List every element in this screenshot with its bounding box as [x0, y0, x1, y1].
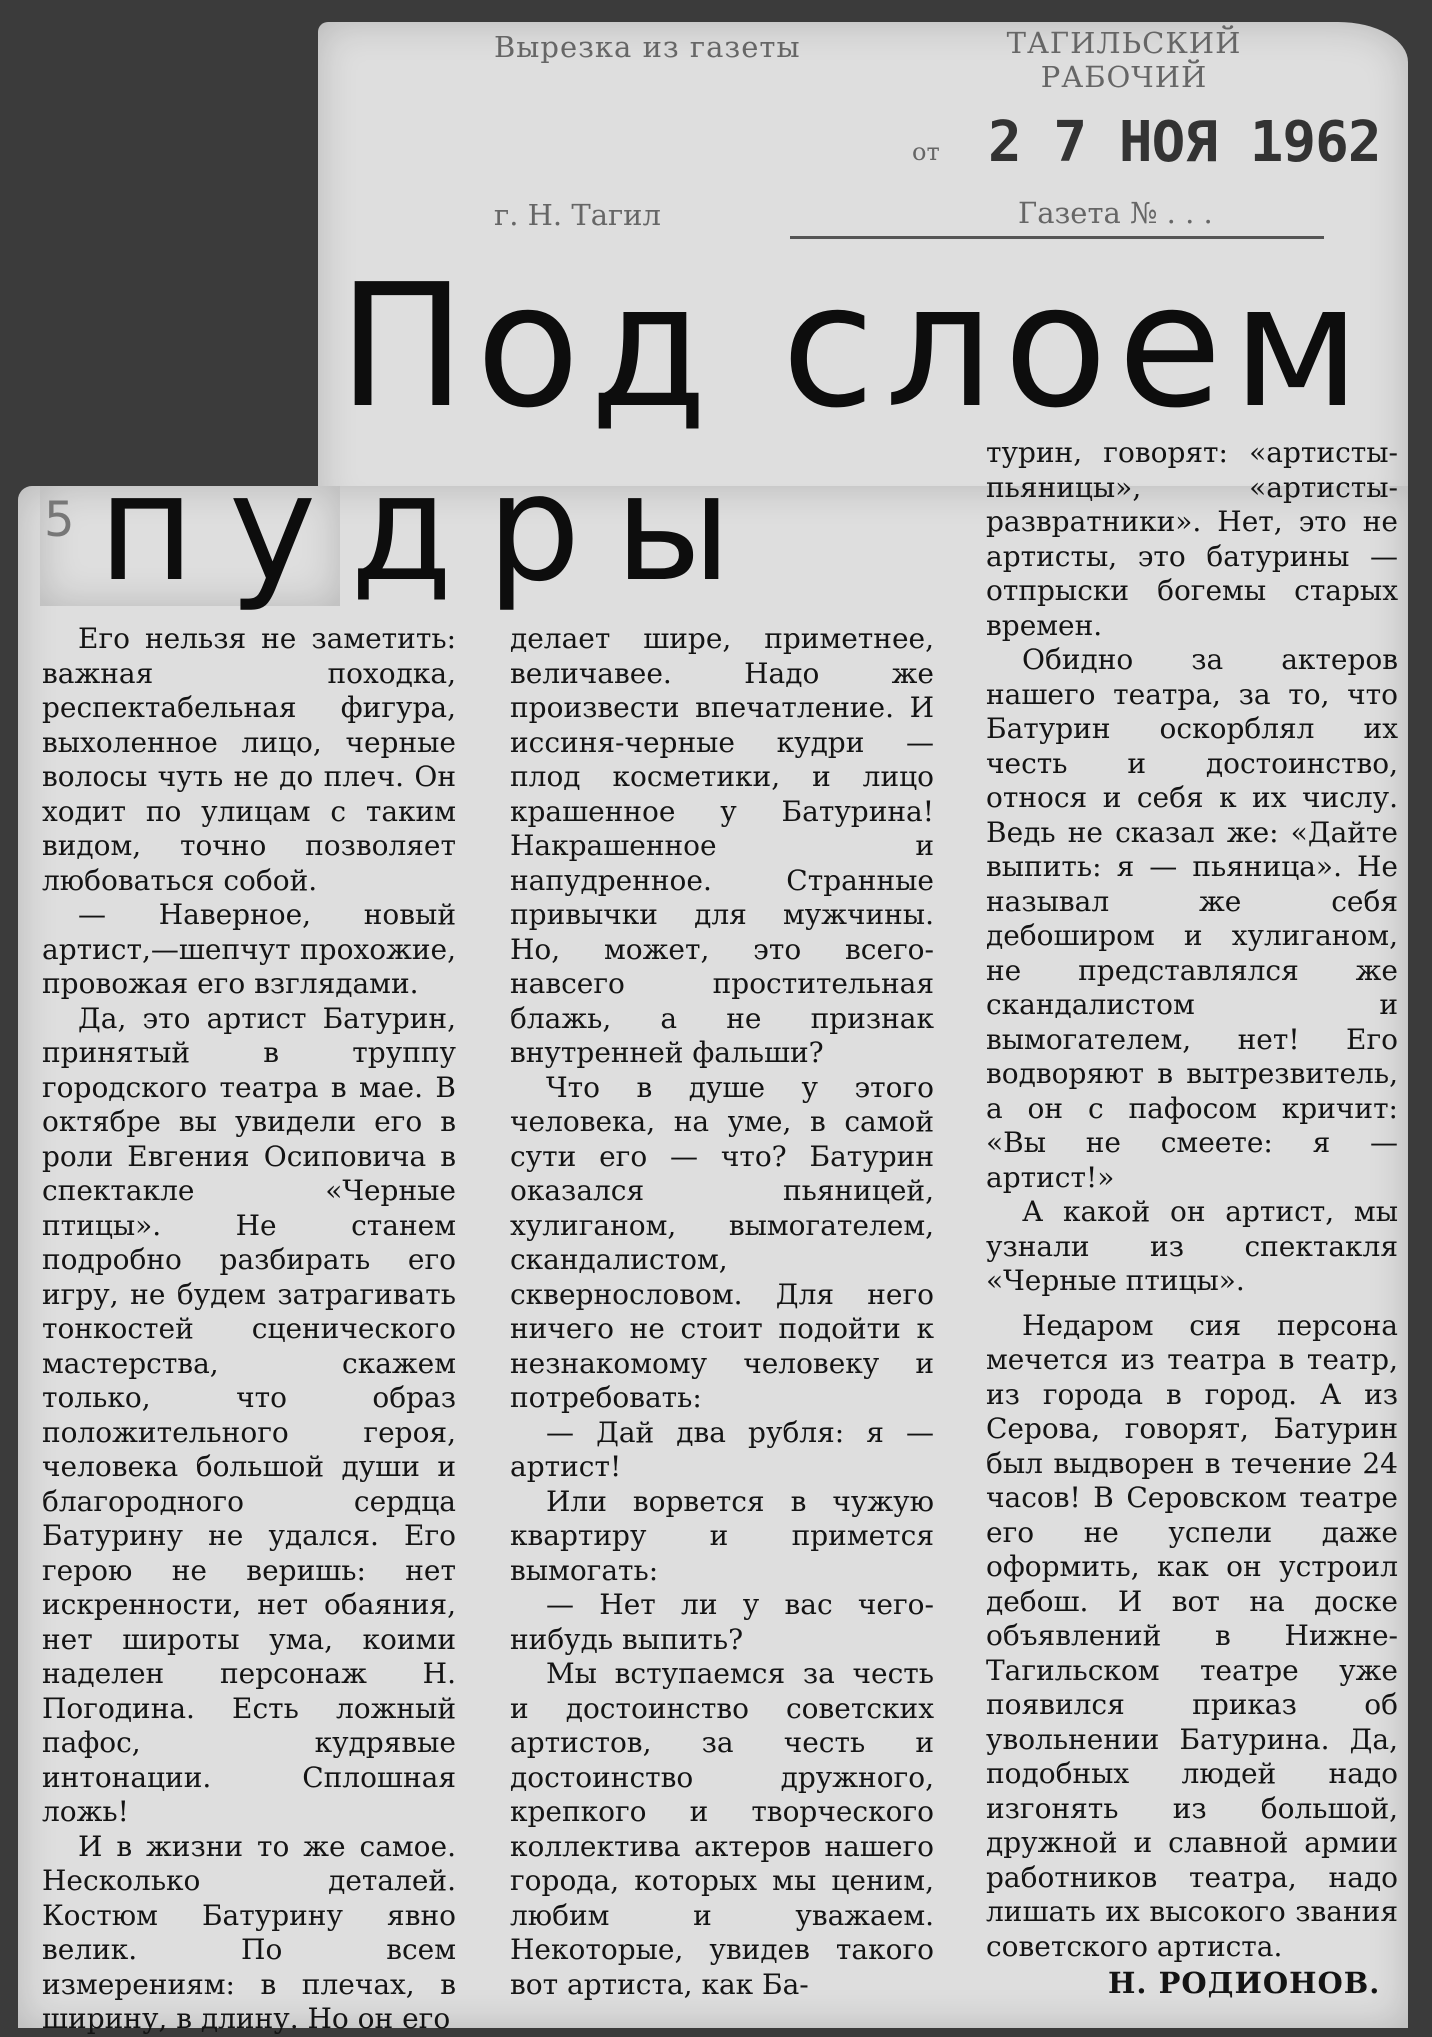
paragraph: — Наверное, новый артист,—шепчут прохожие, провожая его взглядами.: [42, 898, 456, 1000]
clipping-city: г. Н. Тагил: [494, 198, 661, 232]
newspaper-name: [994, 26, 1254, 94]
newspaper-number: Газета № . . .: [1018, 196, 1213, 230]
headline-line-2: пудры: [98, 442, 766, 614]
paragraph: А какой он артист, мы узнали из спектакля «Черные птицы».: [986, 1195, 1398, 1297]
paragraph: Недаром сия персона мечется из театра в театр, из города в город. А из Серова, говорят, Батурин был выдворен в течение 24 часов! В Серовском театре его не успели даже оформить, как он устроил дебош. И вот на доске объявлений в Нижне-Тагильском театре уже появился приказ об увольнении Батурина. Да, подобных людей надо изгонять из большой, дружной и славной армии работников театра, надо лишать их высокого звания советского артиста.: [986, 1308, 1398, 1963]
article-column-3: [986, 436, 1398, 1964]
paragraph: — Нет ли у вас чего-нибудь выпить?: [510, 1588, 934, 1656]
stamp-divider: [790, 236, 1324, 239]
paragraph: И в жизни то же самое. Несколько деталей. Костюм Батурину явно велик. По всем измерениям: в плечах, в ширину, в длину. Но он его: [42, 1829, 456, 2035]
newspaper-name-line1: ТАГИЛЬСКИЙ: [1006, 26, 1242, 60]
article-column-2: [510, 622, 934, 2002]
paragraph: делает шире, приметнее, величавее. Надо же произвести впечатление. И иссиня-черные кудри — плод косметики, и лицо крашенное у Батурина! Накрашенное и напудренное. Странные привычки для мужчины. Но, может, это всего-навсего простительная блажь, а не признак внутренней фальши?: [510, 622, 934, 1069]
article-column-1: [42, 622, 456, 2037]
clipping-date: 2 7 НОЯ 1962: [988, 110, 1381, 175]
paragraph: Или ворвется в чужую квартиру и примется вымогать:: [510, 1484, 934, 1587]
paragraph: Обидно за актеров нашего театра, за то, что Батурин оскорблял их честь и достоинство, относя и себя к их числу. Ведь не сказал же: «Дайте выпить: я — пьяница». Не называл же себя дебоширом и хулиганом, не представлялся же скандалистом и вымогателем, нет! Его водворяют в вытрезвитель, а он с пафосом кричит: «Вы не смеете: я — артист!»: [986, 643, 1398, 1194]
newspaper-name-line2: РАБОЧИЙ: [1040, 60, 1208, 94]
paragraph: Да, это артист Батурин, принятый в труппу городского театра в мае. В октябре вы увидели его в роли Евгения Осиповича в спектакле «Черные птицы». Не станем подробно разбирать его игру, не будем затрагивать тонкостей сценического мастерства, скажем только, что образ положительного героя, человека большой души и благородного сердца Батурину не удался. Его герою не веришь: нет искренности, нет обаяния, нет широты ума, коими наделен персонаж Н. Погодина. Есть ложный пафос, кудрявые интонации. Сплошная ложь!: [42, 1001, 456, 1828]
headline-line-1: Под слоем: [338, 248, 1371, 446]
paragraph: Мы вступаемся за честь и достоинство советских артистов, за честь и достоинство дружного, крепкого и творческого коллектива актеров нашего города, которых мы ценим, любим и уважаем. Некоторые, увидев такого вот артиста, как Ба-: [510, 1657, 934, 2001]
paragraph: — Дай два рубля: я — артист!: [510, 1415, 934, 1483]
paragraph: Что в душе у этого человека, на уме, в самой сути его — что? Батурин оказался пьяницей, хулиганом, вымогателем, скандалистом, сквернословом. Для него ничего не стоит подойти к незнакомому человеку и потребовать:: [510, 1070, 934, 1414]
article-author: Н. РОДИОНОВ.: [1108, 1966, 1381, 2000]
clipping-stamp-label: Вырезка из газеты: [494, 30, 801, 64]
date-prefix: от: [912, 138, 940, 166]
corner-mark: 5: [44, 492, 75, 548]
paragraph: турин, говорят: «артисты-пьяницы», «артисты-развратники». Нет, это не артисты, это батурины — отпрыски богемы старых времен.: [986, 436, 1398, 642]
paragraph: Его нельзя не заметить: важная походка, респектабельная фигура, выхоленное лицо, черные волосы чуть не до плеч. Он ходит по улицам с таким видом, точно позволяет любоваться собой.: [42, 622, 456, 897]
